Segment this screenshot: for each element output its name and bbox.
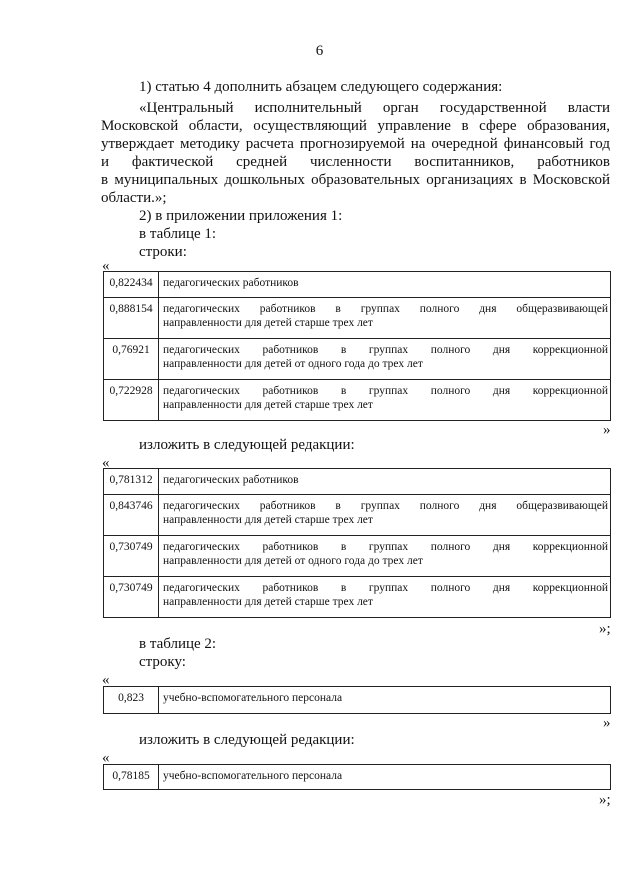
text-line-1: педагогических работников в группах полного дня общеразвивающей: [163, 303, 608, 315]
table2-old: [103, 686, 611, 714]
text-cell: [159, 536, 611, 577]
value-cell: 0,843746: [104, 495, 159, 536]
replace-label-2: изложить в следующей редакции:: [139, 732, 355, 748]
text-cell: педагогических работников: [159, 469, 611, 495]
table2-new: [103, 764, 611, 790]
page-number: 6: [315, 43, 324, 59]
para-line-6: области.»;: [101, 190, 167, 206]
table-row: [104, 298, 611, 339]
value-cell: 0,781312: [104, 469, 159, 495]
value-cell: 0,823: [104, 687, 159, 714]
text-cell: [159, 380, 611, 421]
quote-open: «: [102, 258, 110, 274]
quote-close: »: [603, 422, 611, 438]
quote-close-semicolon: »;: [599, 621, 611, 637]
table-row: [104, 765, 611, 790]
value-cell: 0,822434: [104, 272, 159, 298]
value-cell: 0,76921: [104, 339, 159, 380]
item-2: 2) в приложении приложения 1:: [139, 208, 343, 224]
value-cell: 0,730749: [104, 577, 159, 618]
para-line-3: утверждает методику расчета прогнозируемой на очередной финансовый год: [101, 136, 610, 152]
replace-label-1: изложить в следующей редакции:: [139, 437, 355, 453]
value-cell: 0,78185: [104, 765, 159, 790]
text-line-1: педагогических работников в группах полного дня общеразвивающей: [163, 500, 608, 512]
quote-open: «: [102, 672, 110, 688]
text-cell: учебно-вспомогательного персонала: [159, 765, 611, 790]
table2-intro: в таблице 2:: [139, 636, 217, 652]
table1-old: [103, 271, 611, 421]
quote-open: «: [102, 750, 110, 766]
text-line-2: направленности для детей от одного года до трех лет: [163, 555, 423, 567]
value-cell: 0,888154: [104, 298, 159, 339]
table-row: [104, 536, 611, 577]
para-line-5: в муниципальных дошкольных образовательных организациях в Московской: [101, 172, 610, 188]
text-cell: [159, 495, 611, 536]
row-label: строку:: [139, 654, 186, 670]
rows-label: строки:: [139, 244, 187, 260]
text-line-1: педагогических работников в группах полного дня коррекционной: [163, 541, 608, 553]
table-row: [104, 272, 611, 298]
text-line-2: направленности для детей старше трех лет: [163, 596, 373, 608]
value-cell: 0,722928: [104, 380, 159, 421]
text-line-2: направленности для детей старше трех лет: [163, 399, 373, 411]
text-line-2: направленности для детей старше трех лет: [163, 317, 373, 329]
text-cell: педагогических работников: [159, 272, 611, 298]
table1-intro: в таблице 1:: [139, 226, 217, 242]
table-row: [104, 495, 611, 536]
text-cell: учебно-вспомогательного персонала: [159, 687, 611, 714]
text-cell: [159, 339, 611, 380]
item-1: 1) статью 4 дополнить абзацем следующего содержания:: [139, 79, 503, 95]
value-cell: 0,730749: [104, 536, 159, 577]
quote-close-semicolon: »;: [599, 792, 611, 808]
quote-close: »: [603, 715, 611, 731]
quote-open: «: [102, 455, 110, 471]
text-line-2: направленности для детей старше трех лет: [163, 514, 373, 526]
table-row: [104, 339, 611, 380]
text-cell: [159, 298, 611, 339]
table-row: [104, 687, 611, 714]
para-line-2: Московской области, осуществляющий управление в сфере образования,: [101, 118, 610, 134]
table-row: [104, 469, 611, 495]
table1-new: [103, 468, 611, 618]
text-line-1: педагогических работников в группах полного дня коррекционной: [163, 344, 608, 356]
text-cell: [159, 577, 611, 618]
para-line-4: и фактической средней численности воспитанников, работников: [101, 154, 610, 170]
text-line-1: педагогических работников в группах полного дня коррекционной: [163, 582, 608, 594]
table-row: [104, 577, 611, 618]
text-line-2: направленности для детей от одного года до трех лет: [163, 358, 423, 370]
para-line-1: «Центральный исполнительный орган государственной власти: [139, 100, 610, 116]
text-line-1: педагогических работников в группах полного дня коррекционной: [163, 385, 608, 397]
table-row: [104, 380, 611, 421]
